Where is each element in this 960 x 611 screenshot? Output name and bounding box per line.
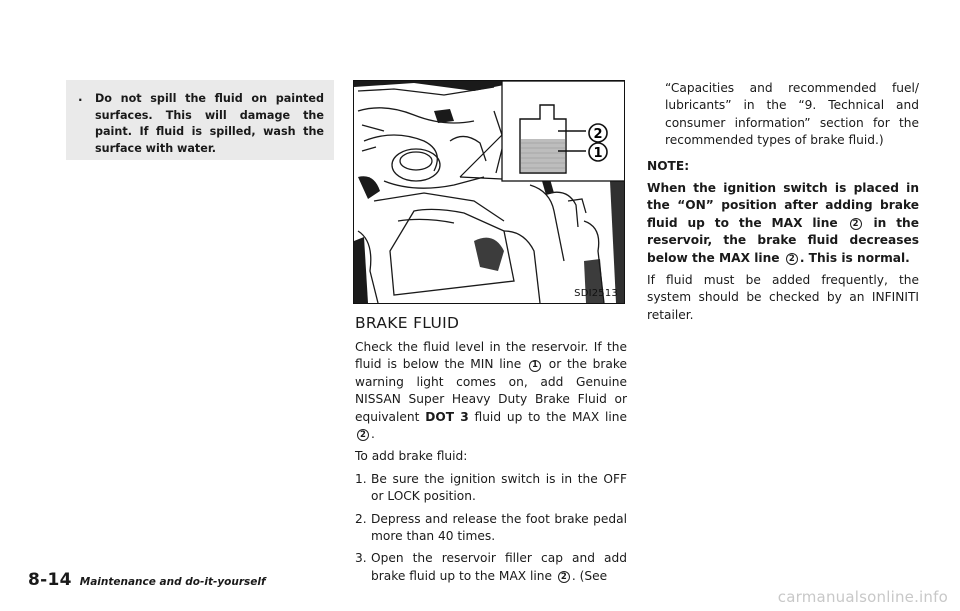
max-line-marker: 2 [357, 429, 369, 441]
continuation-text: “Capacities and recommended fuel/ lubricants” in the “9. Technical and consumer information” section for the recommended types of brake fluid.) [665, 81, 919, 148]
callout-2-label: 2 [593, 127, 603, 142]
caution-box [66, 80, 334, 160]
step-text-b: . (See [571, 568, 608, 583]
step-text: Be sure the ignition switch is in the OFF or LOCK position. [371, 471, 627, 504]
step-item [355, 550, 627, 585]
final-paragraph: If fluid must be added frequently, the system should be checked by an INFINITI retailer. [647, 273, 919, 322]
max-line-marker: 2 [558, 571, 570, 583]
step-item [355, 511, 627, 546]
min-line-marker: 1 [529, 360, 541, 372]
watermark: carmanualsonline.info [777, 588, 948, 606]
max-line-marker: 2 [786, 253, 798, 265]
note-text-a: When the ignition switch is placed in the “ON” position after adding brake fluid up to the MAX line [647, 181, 919, 230]
section-heading: BRAKE FLUID [355, 314, 460, 332]
brake-fluid-section [355, 314, 627, 585]
engine-bay-illustration [354, 81, 625, 304]
step-text: Depress and release the foot brake pedal more than 40 times. [371, 511, 627, 544]
dot-grade: DOT 3 [425, 409, 469, 424]
column-3 [647, 80, 919, 324]
step-number: 1. [355, 471, 367, 486]
page-footer [28, 570, 266, 590]
add-fluid-label: To add brake fluid: [355, 449, 468, 464]
note-paragraph [647, 180, 919, 267]
caution-text: Do not spill the fluid on painted surfaces. This will damage the paint. If fluid is spilled, wash the surface with water. [95, 92, 324, 155]
max-line-marker: 2 [850, 218, 862, 230]
brake-reservoir-figure [353, 80, 625, 304]
intro-paragraph [355, 339, 627, 443]
figure-code: SDI2513 [574, 288, 618, 299]
note-text-b: in the reservoir, the brake fluid decreases below the MAX line [647, 215, 919, 265]
step-item [355, 471, 627, 506]
step-text [369, 550, 627, 585]
note-label: NOTE: [647, 158, 690, 173]
intro-text-3: fluid up to the MAX line [474, 409, 628, 424]
intro-text-2: or the brake warning light comes on, add Genuine NISSAN Super Heavy Duty Brake Fluid or equivalent [355, 357, 628, 424]
step-number: 3. [355, 551, 367, 566]
intro-end: . [371, 427, 375, 442]
caution-bullet: . [78, 90, 83, 104]
step-number: 2. [355, 511, 367, 526]
step-text-a: Open the reservoir filler cap and add brake fluid up to the MAX line [371, 551, 627, 583]
note-text-c: . This is normal. [799, 250, 910, 265]
intro-text-1: Check the fluid level in the reservoir. If the fluid is below the MIN line [355, 340, 627, 372]
section-title: Maintenance and do-it-yourself [79, 576, 266, 588]
callout-1-label: 1 [593, 146, 603, 161]
page-number: 8-14 [28, 570, 72, 590]
